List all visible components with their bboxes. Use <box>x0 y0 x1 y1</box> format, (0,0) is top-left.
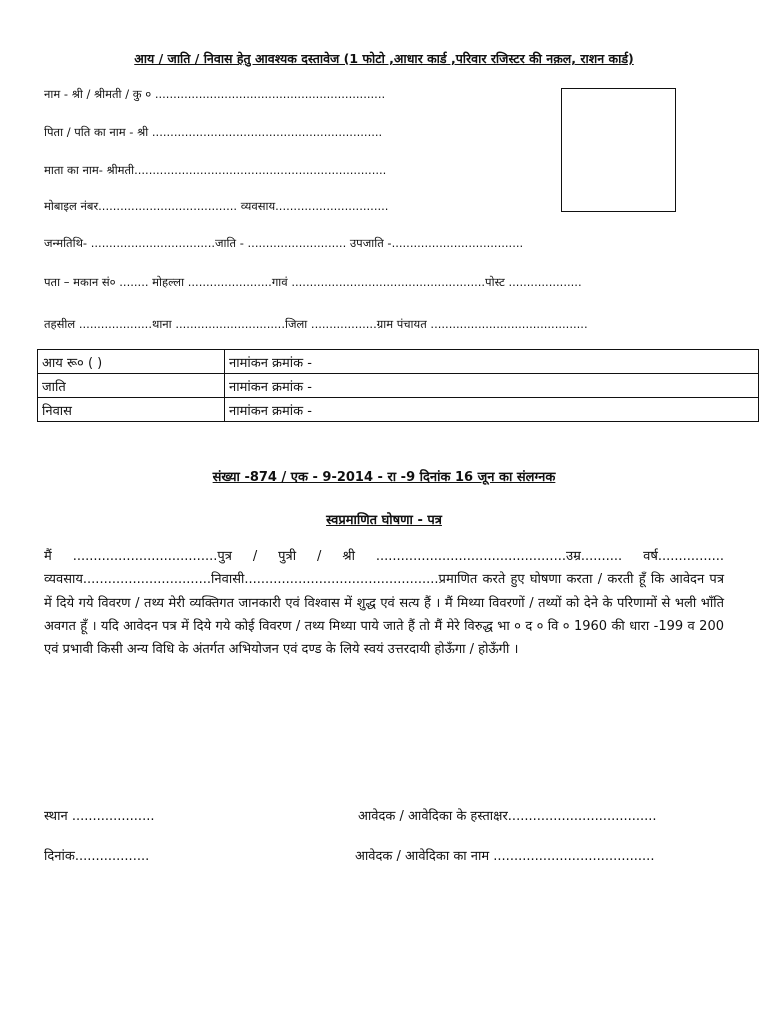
mobile-occupation-field[interactable]: मोबाइल नंबर...................................... व्यवसाय............................... <box>44 199 389 213</box>
table-row <box>38 398 759 422</box>
date-field[interactable]: दिनांक.................. <box>44 849 150 864</box>
address-field[interactable]: पता – मकान सं० ........ मोहल्ला .......................गावं .....................................................पोस्ट .................... <box>44 275 582 289</box>
dob-caste-field[interactable]: जन्मतिथि- ..................................जाति - ........................... उपजाति -.................................... <box>44 236 524 250</box>
reference-line: संख्या -874 / एक - 9-2014 - रा -9 दिनांक 16 जून का संलग्नक <box>212 470 556 485</box>
place-field[interactable]: स्थान .................... <box>44 809 155 824</box>
declaration-title: स्वप्रमाणित घोषणा - पत्र <box>326 513 442 528</box>
name-field[interactable]: नाम - श्री / श्रीमती / कु ० ............................................................... <box>44 87 386 101</box>
table-row <box>38 374 759 398</box>
applicant-name-field[interactable]: आवेदक / आवेदिका का नाम ....................................... <box>355 849 655 864</box>
table-row <box>38 350 759 374</box>
signature-field[interactable]: आवेदक / आवेदिका के हस्ताक्षर.................................... <box>358 809 657 824</box>
row-label: निवास <box>38 398 225 422</box>
father-name-field[interactable]: पिता / पति का नाम - श्री ............................................................... <box>44 125 383 139</box>
tehsil-field[interactable]: तहसील ....................थाना ..............................जिला ..................ग्राम पंचायत ........................................... <box>44 317 588 331</box>
declaration-text: मैं ...................................पुत्र / पुत्री / श्री ..............................................उम्र.......... वर्ष................ व्यवसाय...............................निवासी...............................................प्रमाणित करते हुए घोषणा करता / करती हूँ कि आवेदन पत्र में दिये गये विवरण / तथ्य मेरी व्यक्तिगत जानकारी एवं विश्वास में शुद्ध एवं सत्य हैं । मैं मिथ्या विवरणों / तथ्यों को देने के परिणामों से भली भाँति अवगत हूँ । यदि आवेदन पत्र में दिये गये कोई विवरण / तथ्य मिथ्या पाये जाते हैं तो मैं मेरे विरुद्ध भा ० द ० वि ० 1960 की धारा -199 व 200 एवं प्रभावी किसी अन्य विधि के अंतर्गत अभियोजन एवं दण्ड के लिये स्वयं उत्तरदायी होऊँगा / होऊँगी । <box>44 549 724 658</box>
enrollment-table <box>37 349 759 422</box>
row-value[interactable]: नामांकन क्रमांक - <box>225 350 759 374</box>
mother-name-field[interactable]: माता का नाम- श्रीमती..................................................................... <box>44 163 387 177</box>
document-header: आय / जाति / निवास हेतु आवश्यक दस्तावेज (1 फोटो ,आधार कार्ड ,परिवार रजिस्टर की नक़ल, राशन कार्ड) <box>134 51 634 66</box>
row-label: जाति <box>38 374 225 398</box>
row-label: आय रू० ( ) <box>38 350 225 374</box>
row-value[interactable]: नामांकन क्रमांक - <box>225 374 759 398</box>
photo-box <box>561 88 676 212</box>
row-value[interactable]: नामांकन क्रमांक - <box>225 398 759 422</box>
